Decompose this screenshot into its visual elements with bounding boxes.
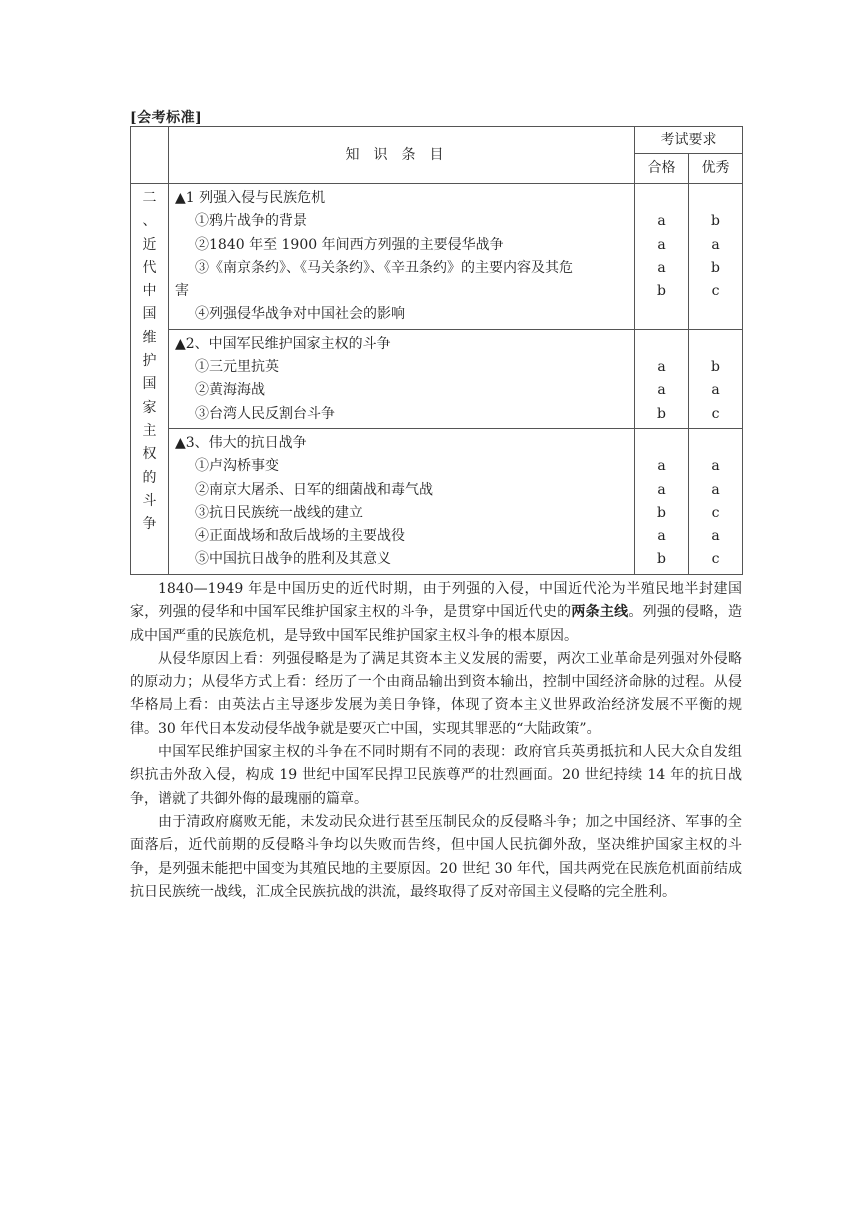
chapter-char: 权 — [142, 446, 157, 463]
grade-value: a — [711, 481, 720, 498]
section-1-excellent-grades — [689, 184, 743, 330]
grade-value: b — [711, 213, 720, 230]
chapter-char: 近 — [142, 236, 157, 253]
section-1-pass-grades — [635, 184, 689, 330]
knowledge-item: ④正面战场和敌后战场的主要战役 — [195, 528, 405, 545]
section-2-pass-grades — [635, 329, 689, 428]
grade-value: a — [657, 458, 666, 475]
knowledge-item-wrap: 害 — [175, 283, 189, 300]
standards-table — [130, 126, 743, 575]
chapter-char: 争 — [142, 516, 157, 533]
grade-value: a — [657, 359, 666, 376]
knowledge-item: ④列强侵华战争对中国社会的影响 — [195, 306, 405, 323]
paragraph-3: 中国军民维护国家主权的斗争在不同时期有不同的表现：政府官兵英勇抵抗和人民大众自发组织抗击外敌入侵，构成 19 世纪中国军民捍卫民族尊严的壮烈画面。20 世纪持续 14 年的抗日战争，谱就了共御外侮的最瑰丽的篇章。 — [130, 744, 742, 807]
paragraph-4: 由于清政府腐败无能，未发动民众进行甚至压制民众的反侵略斗争；加之中国经济、军事的全面落后，近代前期的反侵略斗争均以失败而告终，但中国人民抗御外敌，坚决维护国家主权的斗争，是列强未能把中国变为其殖民地的主要原因。20 世纪 30 年代，国共两党在民族危机面前结成抗日民族统一战线，汇成全民族抗战的洪流，最终取得了反对帝国主义侵略的完全胜利。 — [130, 813, 742, 900]
paragraph-1 — [130, 578, 742, 648]
grade-value: b — [657, 551, 666, 568]
grade-value: a — [657, 382, 666, 399]
chapter-char: 的 — [142, 469, 157, 486]
section-title: ▲3、伟大的抗日战争 — [175, 434, 307, 451]
grade-value: b — [711, 359, 720, 376]
grade-value: a — [711, 528, 720, 545]
section-3-items — [169, 428, 635, 574]
chapter-char: 二 — [142, 190, 157, 206]
knowledge-item: ③《南京条约》、《马关条约》、《辛丑条约》的主要内容及其危 — [195, 259, 573, 276]
knowledge-item: ②1840 年至 1900 年间西方列强的主要侵华战争 — [195, 236, 504, 253]
knowledge-item: ⑤中国抗日战争的胜利及其意义 — [195, 551, 391, 568]
knowledge-item: ③抗日民族统一战线的建立 — [195, 504, 363, 521]
grade-value: c — [711, 504, 720, 521]
knowledge-items-header: 知识条目 — [169, 127, 635, 184]
paragraph-1-text-end: 。列强的侵略，造成中国严重的民族危机，是导致中国军民维护国家主权斗争的根本原因。 — [130, 604, 743, 644]
grade-value: c — [711, 551, 720, 568]
section-heading: [会考标准] — [130, 110, 203, 126]
knowledge-item: ②南京大屠杀、日军的细菌战和毒气战 — [195, 481, 433, 498]
chapter-char: 国 — [142, 376, 157, 393]
chapter-title-cell — [131, 184, 169, 575]
knowledge-item: ②黄海海战 — [195, 382, 265, 399]
section-2-items — [169, 329, 635, 428]
grade-value: b — [657, 283, 666, 300]
grade-value: a — [657, 213, 666, 230]
section-title: ▲1 列强入侵与民族危机 — [175, 190, 326, 206]
paragraph-2: 从侵华原因上看：列强侵略是为了满足其资本主义发展的需要，两次工业革命是列强对外侵略的原动力；从侵华方式上看：经历了一个由商品输出到资本输出，控制中国经济命脉的过程。从侵华格局上看：由英法占主导逐步发展为美日争锋，体现了资本主义世界政治经济发展不平衡的规律。30 年代日本发动侵华战争就是要灭亡中国，实现其罪恶的“大陆政策”。 — [130, 650, 742, 737]
chapter-char: 护 — [142, 353, 157, 370]
knowledge-item: ③台湾人民反割台斗争 — [195, 405, 335, 422]
grade-value: a — [711, 458, 720, 475]
grade-value: b — [711, 259, 720, 276]
chapter-char: 主 — [142, 422, 157, 439]
body-text — [130, 578, 742, 904]
section-title: ▲2、中国军民维护国家主权的斗争 — [175, 335, 391, 352]
knowledge-item: ①三元里抗英 — [195, 359, 279, 376]
grade-value: a — [711, 382, 720, 399]
pass-column-header: 合格 — [635, 154, 689, 184]
section-3-pass-grades — [635, 428, 689, 574]
grade-value: a — [711, 236, 720, 253]
excellent-column-header: 优秀 — [689, 154, 743, 184]
grade-value: a — [657, 481, 666, 498]
grade-value: a — [657, 528, 666, 545]
emphasis-two-main-lines: 两条主线 — [571, 604, 629, 621]
grade-value: c — [711, 283, 720, 300]
chapter-char: 国 — [142, 306, 157, 323]
grade-value: a — [657, 259, 666, 276]
header-blank-cell — [131, 127, 169, 184]
grade-value: b — [657, 405, 666, 422]
chapter-char: 家 — [142, 399, 157, 416]
chapter-char: 、 — [142, 213, 157, 230]
grade-value: b — [657, 504, 666, 521]
knowledge-item: ①鸦片战争的背景 — [195, 213, 307, 230]
section-2-excellent-grades — [689, 329, 743, 428]
grade-value: a — [657, 236, 666, 253]
paragraph-1-text: 1840—1949 年是中国历史的近代时期，由于列强的入侵，中国近代沦为半殖民地半封建国家，列强的侵华和中国军民维护国家主权的斗争，是贯穿中国近代史的 — [130, 581, 742, 621]
knowledge-item: ①卢沟桥事变 — [195, 458, 279, 475]
chapter-char: 中 — [142, 283, 157, 300]
chapter-char: 维 — [142, 329, 157, 346]
section-1-items — [169, 184, 635, 330]
exam-requirements-header: 考试要求 — [635, 127, 743, 154]
chapter-char: 代 — [142, 259, 157, 276]
chapter-char: 斗 — [142, 492, 157, 509]
section-3-excellent-grades — [689, 428, 743, 574]
grade-value: c — [711, 405, 720, 422]
